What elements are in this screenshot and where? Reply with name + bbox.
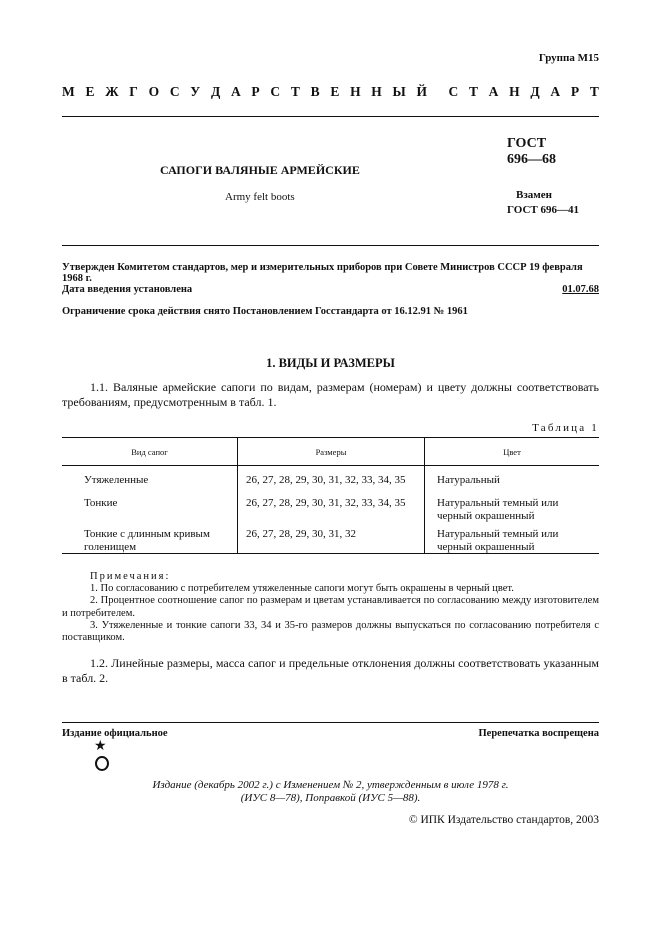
- document-subtitle: Army felt boots: [225, 191, 295, 203]
- gost-designation: [507, 136, 556, 168]
- replaces-block: [489, 188, 579, 218]
- banner-letter: В: [310, 84, 320, 99]
- banner-letter: Н: [371, 84, 382, 99]
- cell-color: Натуральный: [425, 466, 600, 488]
- section-heading: 1. ВИДЫ И РАЗМЕРЫ: [266, 356, 395, 370]
- banner-letter: С: [270, 84, 281, 99]
- table-caption: Таблица 1: [532, 422, 599, 434]
- approval-statement: [62, 262, 599, 295]
- notes-block: [62, 571, 599, 644]
- cell-sizes: 26, 27, 28, 29, 30, 31, 32, 33, 34, 35: [238, 466, 425, 488]
- banner-letter: А: [488, 84, 499, 99]
- document-title: САПОГИ ВАЛЯНЫЕ АРМЕЙСКИЕ: [160, 163, 360, 177]
- table-row: [62, 487, 599, 522]
- replaces-label: Взамен: [516, 189, 552, 201]
- reprint-prohibited: Перепечатка воспрещена: [478, 728, 599, 739]
- table-header-row: [62, 438, 599, 466]
- official-edition: Издание официальное: [62, 728, 168, 739]
- limitation-statement: Ограничение срока действия снято Постановлением Госстандарта от 16.12.91 № 1961: [62, 306, 468, 317]
- paragraph-1-2-text: 1.2. Линейные размеры, масса сапог и предельные отклонения должны соответствовать указанным в табл. 2.: [62, 656, 599, 685]
- banner-letter: Ы: [392, 84, 406, 99]
- cell-sizes: 26, 27, 28, 29, 30, 31, 32: [238, 522, 425, 554]
- paragraph-1-1: [62, 380, 599, 410]
- header-color: Цвет: [425, 438, 600, 466]
- circle-icon: [95, 756, 109, 771]
- table-1: [62, 437, 599, 554]
- title-rule: [62, 245, 599, 246]
- banner-letter: Ж: [105, 84, 119, 99]
- gost-number: 696—68: [507, 152, 556, 167]
- date-label: Дата введения установлена: [62, 284, 193, 295]
- banner-letter: Т: [468, 84, 478, 99]
- banner-letter: Г: [129, 84, 138, 99]
- copyright: © ИПК Издательство стандартов, 2003: [408, 814, 599, 826]
- cell-sizes: 26, 27, 28, 29, 30, 31, 32, 33, 34, 35: [238, 487, 425, 522]
- cell-boot-type: Тонкие с длинным кривым голенищем: [62, 522, 238, 554]
- table-row: [62, 522, 599, 554]
- banner-letter: Т: [290, 84, 300, 99]
- approved-text: Утвержден Комитетом стандартов, мер и измерительных приборов при Совете Министров СССР 19 февраля 1968 г.: [62, 262, 583, 284]
- banner-letter: С: [448, 84, 459, 99]
- banner-letter: С: [169, 84, 180, 99]
- footer-rule: [62, 722, 599, 723]
- gost-label: ГОСТ: [507, 136, 547, 151]
- banner-letter: Н: [509, 84, 520, 99]
- banner-letter: М: [62, 84, 75, 99]
- cell-color: Натуральный темный или черный окрашенный: [425, 522, 600, 554]
- effective-date: 01.07.68: [562, 284, 599, 295]
- publication-line-1: Издание (декабрь 2002 г.) с Изменением № 2, утвержденным в июле 1978 г.: [152, 779, 509, 791]
- cell-boot-type: Тонкие: [84, 497, 118, 509]
- interstate-standard-banner: [62, 84, 599, 100]
- header-boot-type: Вид сапог: [62, 438, 238, 466]
- table-row: [62, 466, 599, 488]
- note-item: 2. Процентное соотношение сапог по размерам и цветам устанавливается по согласованию между изготовителем и потребителем.: [62, 595, 599, 619]
- banner-letter: Е: [85, 84, 95, 99]
- group-code: Группа М15: [538, 52, 599, 64]
- note-item: 3. Утяжеленные и тонкие сапоги 33, 34 и 35-го размеров должны выпускаться по согласованию потребителя с поставщиком.: [62, 619, 599, 644]
- banner-letter: Е: [330, 84, 340, 99]
- paragraph-1-1-text: 1.1. Валяные армейские сапоги по видам, размерам (номерам) и цвету должны соответствовать требованиям, предусмотренным в табл. 1.: [62, 380, 599, 409]
- banner-letter: Р: [570, 84, 580, 99]
- header-sizes: Размеры: [238, 438, 425, 466]
- banner-letter: А: [550, 84, 561, 99]
- cell-color: Натуральный темный или черный окрашенный: [425, 487, 600, 522]
- banner-letter: Н: [350, 84, 361, 99]
- banner-letter: У: [190, 84, 201, 99]
- banner-letter: Д: [530, 84, 540, 99]
- header-rule: [62, 116, 599, 117]
- cell-boot-type: Утяжеленные: [84, 474, 149, 486]
- banner-letter: Р: [251, 84, 260, 99]
- publication-line-2: (ИУС 8—78), Поправкой (ИУС 5—88).: [240, 791, 421, 804]
- banner-letter: Й: [416, 84, 428, 99]
- paragraph-1-2: [62, 656, 599, 686]
- banner-letter: А: [230, 84, 241, 99]
- notes-title: Примечания:: [90, 571, 171, 582]
- banner-letter: Д: [210, 84, 221, 99]
- banner-letter: Т: [589, 84, 599, 99]
- banner-letter: О: [148, 84, 160, 99]
- note-item: 1. По согласованию с потребителем утяжеленные сапоги могут быть окрашены в черный цвет.: [90, 583, 514, 595]
- publication-info: [0, 779, 661, 804]
- replaces-number: ГОСТ 696—41: [507, 204, 579, 216]
- star-icon: ★: [94, 739, 107, 754]
